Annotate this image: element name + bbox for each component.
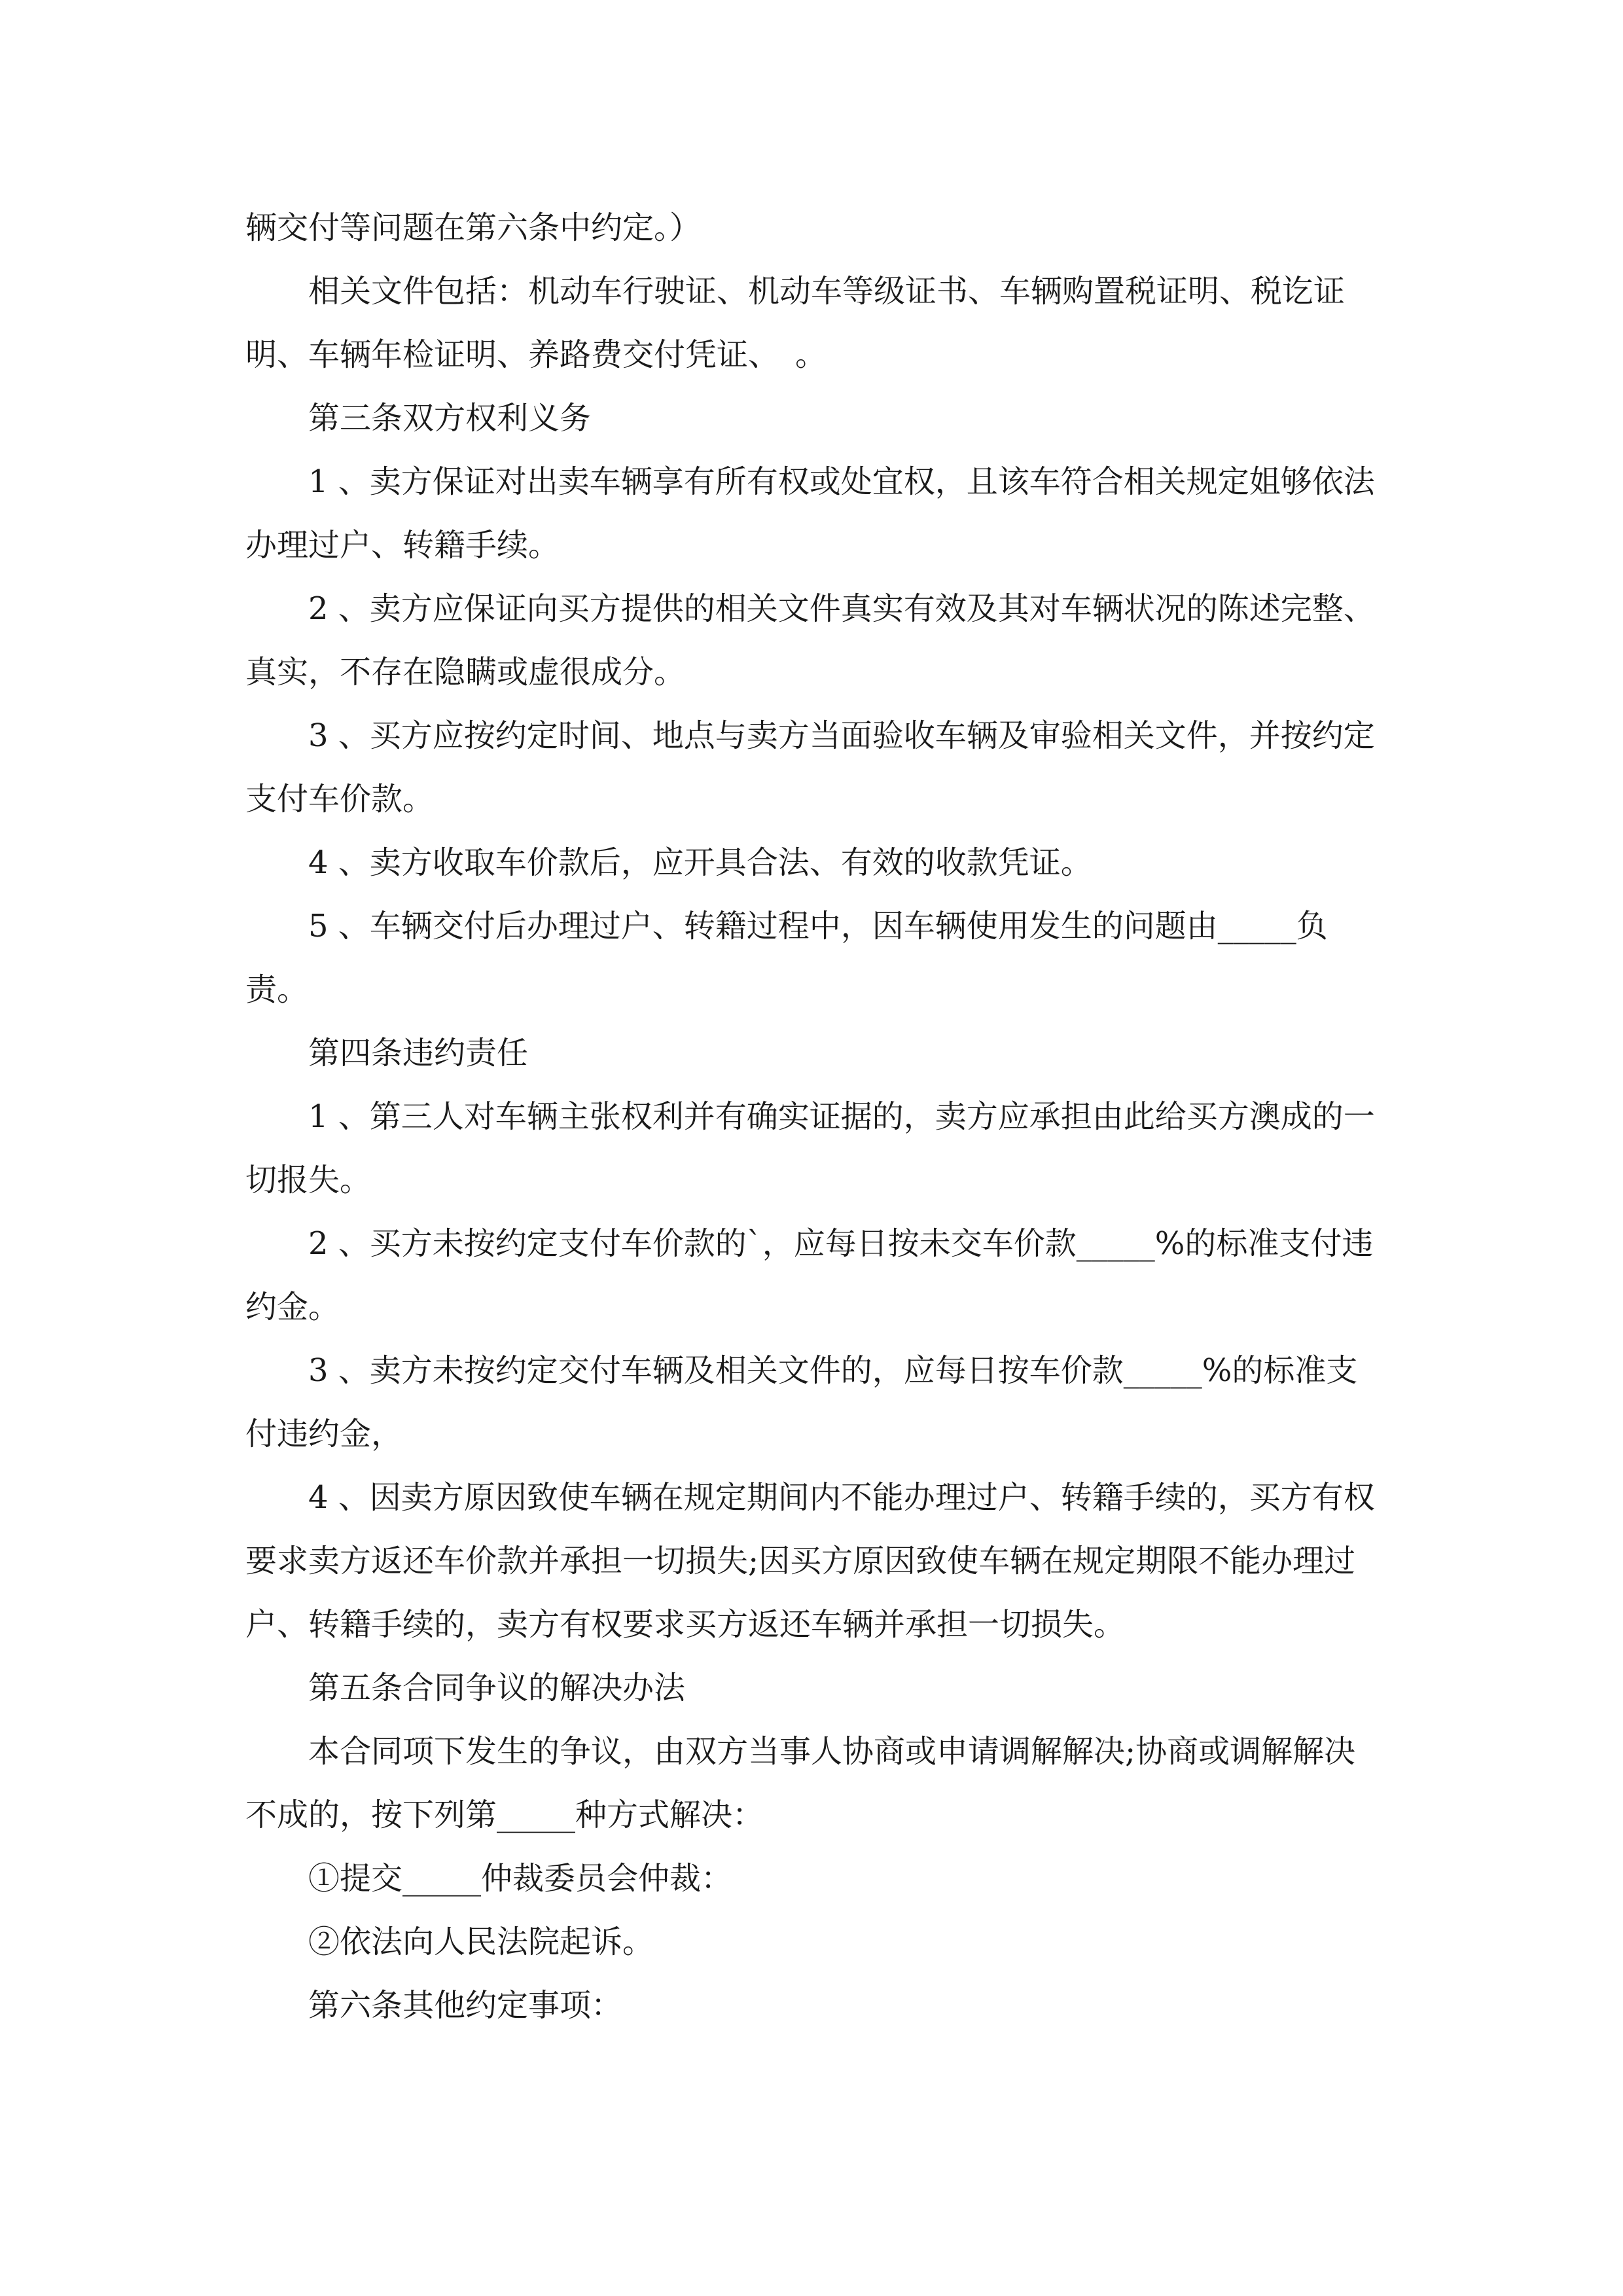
- document-paragraph: 第三条双方权利义务: [308, 400, 592, 437]
- document-body: [245, 196, 1384, 2037]
- document-paragraph: 4 、卖方收取车价款后，应开具合法、有效的收款凭证。: [308, 844, 1092, 881]
- document-paragraph: 1 、卖方保证对出卖车辆享有所有权或处宜权，且该车符合相关规定姐够依法办理过户、转籍手续。: [245, 463, 1375, 564]
- document-paragraph: 本合同项下发生的争议，由双方当事人协商或申请调解解决;协商或调解解决不成的，按下列第_____种方式解决：: [245, 1733, 1356, 1833]
- document-paragraph: 相关文件包括：机动车行驶证、机动车等级证书、车辆购置税证明、税讫证明、车辆年检证明、养路费交付凭证、 。: [245, 273, 1346, 373]
- document-paragraph: 2 、买方未按约定支付车价款的`，应每日按未交车价款_____%的标准支付违约金。: [245, 1225, 1374, 1325]
- document-paragraph: 第四条违约责任: [308, 1035, 529, 1071]
- document-paragraph: 第六条其他约定事项：: [308, 1987, 623, 2024]
- document-paragraph: 1 、第三人对车辆主张权利并有确实证据的，卖方应承担由此给买方澳成的一切报失。: [245, 1098, 1375, 1198]
- document-paragraph: 5 、车辆交付后办理过户、转籍过程中，因车辆使用发生的问题由_____负责。: [245, 908, 1328, 1008]
- document-paragraph: ①提交_____仲裁委员会仲裁：: [308, 1860, 733, 1897]
- document-paragraph: 辆交付等问题在第六条中约定。）: [245, 209, 702, 246]
- document-paragraph: 3 、卖方未按约定交付车辆及相关文件的，应每日按车价款_____%的标准支付违约金，: [245, 1352, 1358, 1452]
- document-paragraph: 3 、买方应按约定时间、地点与卖方当面验收车辆及审验相关文件，并按约定支付车价款。: [245, 717, 1375, 817]
- document-paragraph: 2 、卖方应保证向买方提供的相关文件真实有效及其对车辆状况的陈述完整、真实，不存在隐瞒或虚很成分。: [245, 590, 1375, 691]
- document-paragraph: 4 、因卖方原因致使车辆在规定期间内不能办理过户、转籍手续的，买方有权要求卖方返还车价款并承担一切损失;因买方原因致使车辆在规定期限不能办理过户、转籍手续的，卖方有权要求买方返还车辆并承担一切损失。: [245, 1479, 1375, 1643]
- document-paragraph: ②依法向人民法院起诉。: [308, 1924, 654, 1960]
- document-paragraph: 第五条合同争议的解决办法: [308, 1670, 686, 1706]
